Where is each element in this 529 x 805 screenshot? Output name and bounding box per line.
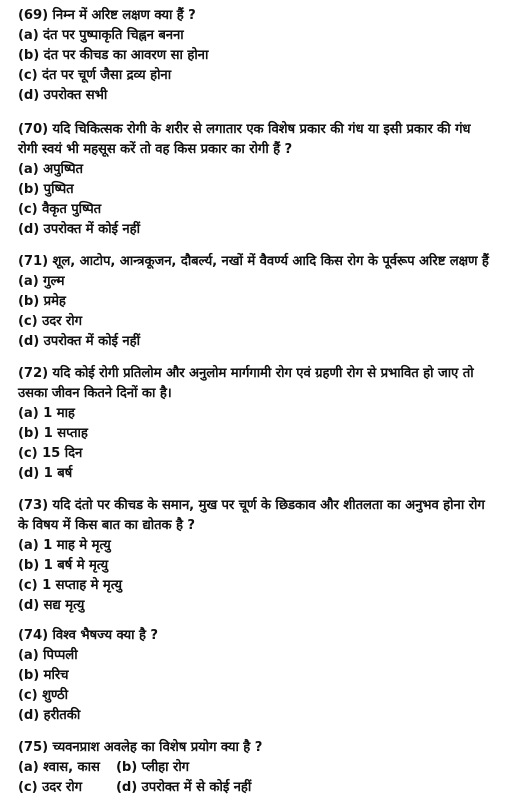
option-b: (b) 1 सप्ताह xyxy=(18,426,88,441)
option-b: (b) दंत पर कीचड का आवरण सा होना xyxy=(18,48,209,63)
option-a: (a) पिप्पली xyxy=(18,648,78,663)
option-row xyxy=(18,778,529,798)
option-c: (c) दंत पर चूर्ण जैसा द्रव्य होना xyxy=(18,68,172,83)
option-d: (d) 1 बर्ष xyxy=(18,466,73,481)
option-c: (c) शुण्ठी xyxy=(18,688,68,703)
option-d: (d) उपरोक्त सभी xyxy=(18,88,108,103)
option-a: (a) दंत पर पुष्पाकृति चिह्नन बनना xyxy=(18,28,184,43)
question-stem xyxy=(18,738,529,758)
stem-line: (74) विश्व भैषज्य क्या है ? xyxy=(18,628,158,643)
option-c: (c) उदर रोग xyxy=(18,780,82,795)
option-d: (d) उपरोक्त में कोई नहीं xyxy=(18,222,140,237)
question-70 xyxy=(18,120,529,240)
option-b: (b) प्लीहा रोग xyxy=(116,760,189,775)
stem-line: (73) यदि दंतो पर कीचड के समान, मुख पर चूर्ण के छिडकाव और शीतलता का अनुभव होना रोग xyxy=(18,498,485,513)
question-stem xyxy=(18,626,529,646)
option-d: (d) सद्य मृत्यु xyxy=(18,598,85,613)
option-b: (b) मरिच xyxy=(18,668,69,683)
question-74 xyxy=(18,626,529,726)
stem-line: (71) शूल, आटोप, आन्त्रकूजन, दौबर्ल्य, नखों में वैवर्ण्य आदि किस रोग के पूर्वरूप अरिष्ट लक्षण हैं xyxy=(18,254,489,269)
option-c: (c) उदर रोग xyxy=(18,314,82,329)
stem-line: के विषय में किस बात का द्योतक है ? xyxy=(18,518,195,533)
option-d: (d) उपरोक्त में से कोई नहीं xyxy=(116,780,252,795)
option-a: (a) 1 माह xyxy=(18,406,75,421)
option-b: (b) 1 बर्ष मे मृत्यु xyxy=(18,558,109,573)
question-71 xyxy=(18,252,529,352)
question-73 xyxy=(18,496,529,616)
stem-line: उसका जीवन कितने दिनों का है। xyxy=(18,386,172,401)
question-75 xyxy=(18,738,529,798)
stem-line: (70) यदि चिकित्सक रोगी के शरीर से लगातार एक विशेष प्रकार की गंध या इसी प्रकार की गंध xyxy=(18,122,471,137)
question-72 xyxy=(18,364,529,484)
option-d: (d) उपरोक्त में कोई नहीं xyxy=(18,334,140,349)
option-c: (c) 1 सप्ताह मे मृत्यु xyxy=(18,578,122,593)
option-a: (a) 1 माह मे मृत्यु xyxy=(18,538,111,553)
option-a: (a) गुल्म xyxy=(18,274,65,289)
option-d: (d) हरीतकी xyxy=(18,708,81,723)
option-a: (a) अपुष्पित xyxy=(18,162,83,177)
question-69 xyxy=(18,6,529,106)
question-stem xyxy=(18,6,529,26)
option-a: (a) श्वास, कास xyxy=(18,760,100,775)
stem-line: (69) निम्न में अरिष्ट लक्षण क्या हैं ? xyxy=(18,8,196,23)
question-stem xyxy=(18,120,529,160)
option-c: (c) 15 दिन xyxy=(18,446,83,461)
option-b: (b) प्रमेह xyxy=(18,294,66,309)
option-row xyxy=(18,758,529,778)
question-stem xyxy=(18,364,529,404)
option-c: (c) वैकृत पुष्पित xyxy=(18,202,102,217)
stem-line: (75) च्यवनप्राश अवलेह का विशेष प्रयोग क्या है ? xyxy=(18,740,263,755)
stem-line: (72) यदि कोई रोगी प्रतिलोम और अनुलोम मार्गगामी रोग एवं ग्रहणी रोग से प्रभावित हो जाए तो xyxy=(18,366,474,381)
question-stem xyxy=(18,496,529,536)
question-stem xyxy=(18,252,529,272)
stem-line: रोगी स्वयं भी महसूस करें तो वह किस प्रकार का रोगी हैं ? xyxy=(18,142,293,157)
option-b: (b) पुष्पित xyxy=(18,182,74,197)
